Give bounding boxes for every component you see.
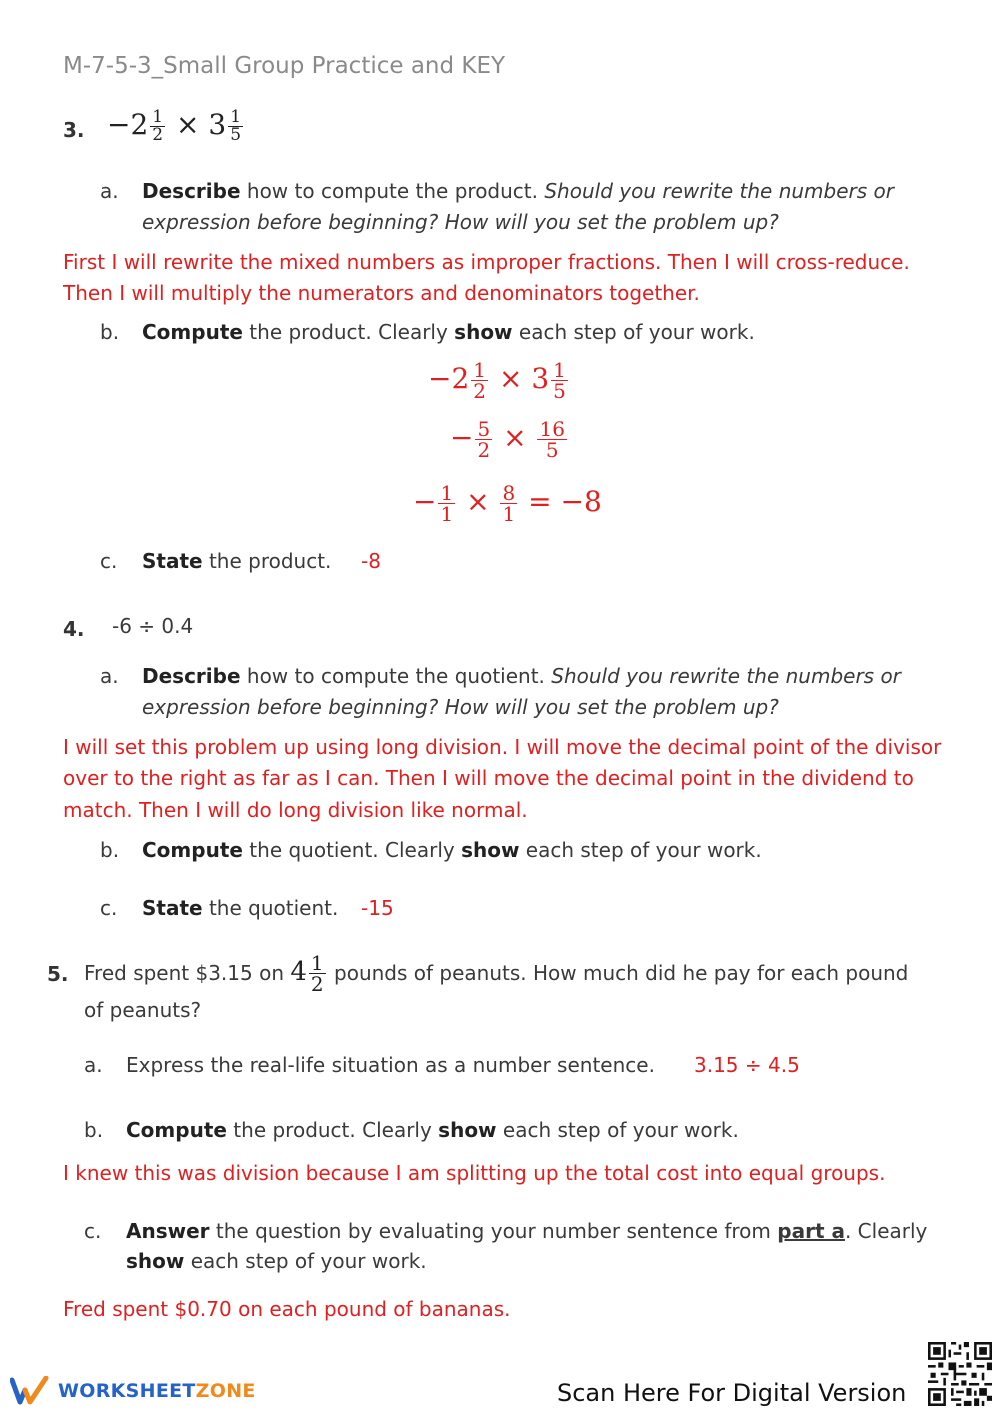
q5-mixed-number: 4 $\frac{1}{2}$: [290, 950, 324, 996]
q5-a-letter: a.: [84, 1053, 103, 1077]
q5-b-letter: b.: [84, 1118, 104, 1142]
qr-code-icon[interactable]: [928, 1342, 992, 1406]
part-a-link[interactable]: part a: [777, 1219, 845, 1243]
q3-c-answer: -8: [361, 549, 381, 573]
q4-answer-a-line3: match. Then I will do long division like normal.: [63, 798, 528, 822]
question-4-number: 4.: [63, 617, 85, 641]
question-5-text-line2: of peanuts?: [84, 998, 202, 1022]
q4-c-answer: -15: [361, 896, 394, 920]
q3-work-line3: − $\frac{1}{1}$ × $\frac{8}{1}$ = −8: [413, 481, 602, 526]
q3-c-prompt: State the product.: [142, 549, 332, 573]
q4-answer-a-line2: over to the right as far as I can. Then I will move the decimal point in the dividend to: [63, 766, 914, 790]
q3-a-prompt-line2: expression before beginning? How will you set the problem up?: [142, 210, 779, 234]
q5-answer-b: I knew this was division because I am splitting up the total cost into equal groups.: [63, 1161, 886, 1185]
question-4-expression: -6 ÷ 0.4: [112, 614, 194, 638]
q4-b-prompt: Compute the quotient. Clearly show each step of your work.: [142, 838, 762, 862]
q4-a-prompt: Describe how to compute the quotient. Should you rewrite the numbers or: [142, 664, 901, 688]
q4-b-letter: b.: [100, 838, 120, 862]
q4-answer-a-line1: I will set this problem up using long division. I will move the decimal point of the divisor: [63, 735, 942, 759]
q4-a-letter: a.: [100, 664, 119, 688]
q3-b-letter: b.: [100, 320, 120, 344]
page-title: M-7-5-3_Small Group Practice and KEY: [63, 53, 506, 79]
q5-c-prompt: Answer the question by evaluating your number sentence from part a. Clearly: [126, 1219, 928, 1243]
q3-b-prompt: Compute the product. Clearly show each step of your work.: [142, 320, 755, 344]
question-5-number: 5.: [47, 962, 69, 986]
question-3-expression: −2 $\frac{1}{2}$ × 3 $\frac{1}{5}$: [107, 107, 242, 145]
q3-work-line2: − $\frac{5}{2}$ × $\frac{16}{5}$: [450, 417, 565, 462]
q5-a-prompt: Express the real-life situation as a number sentence.: [126, 1053, 655, 1077]
q3-c-letter: c.: [100, 549, 118, 573]
q5-b-prompt: Compute the product. Clearly show each step of your work.: [126, 1118, 739, 1142]
q5-c-prompt-line2: show each step of your work.: [126, 1249, 427, 1273]
q3-answer-a-line2: Then I will multiply the numerators and denominators together.: [63, 281, 700, 305]
q5-a-answer: 3.15 ÷ 4.5: [694, 1053, 800, 1077]
brand-w-icon: [10, 1376, 50, 1406]
q5-answer-c: Fred spent $0.70 on each pound of bananas.: [63, 1297, 511, 1321]
q4-a-prompt-line2: expression before beginning? How will you set the problem up?: [142, 695, 779, 719]
q3-a-prompt: Describe how to compute the product. Should you rewrite the numbers or: [142, 179, 894, 203]
q3-work-line1: −2 $\frac{1}{2}$ × 3 $\frac{1}{5}$: [428, 358, 566, 403]
worksheet-zone-logo[interactable]: WORKSHEETZONE: [10, 1376, 256, 1406]
question-5-text: Fred spent $3.15 on 4 $\frac{1}{2}$ pounds of peanuts. How much did he pay for each pound: [84, 950, 909, 996]
question-3-number: 3.: [63, 118, 85, 142]
q3-answer-a-line1: First I will rewrite the mixed numbers as improper fractions. Then I will cross-reduce.: [63, 250, 910, 274]
q5-c-letter: c.: [84, 1219, 102, 1243]
q4-c-prompt: State the quotient.: [142, 896, 339, 920]
q4-c-letter: c.: [100, 896, 118, 920]
scan-digital-version-text: Scan Here For Digital Version: [557, 1379, 907, 1407]
q3-a-letter: a.: [100, 179, 119, 203]
